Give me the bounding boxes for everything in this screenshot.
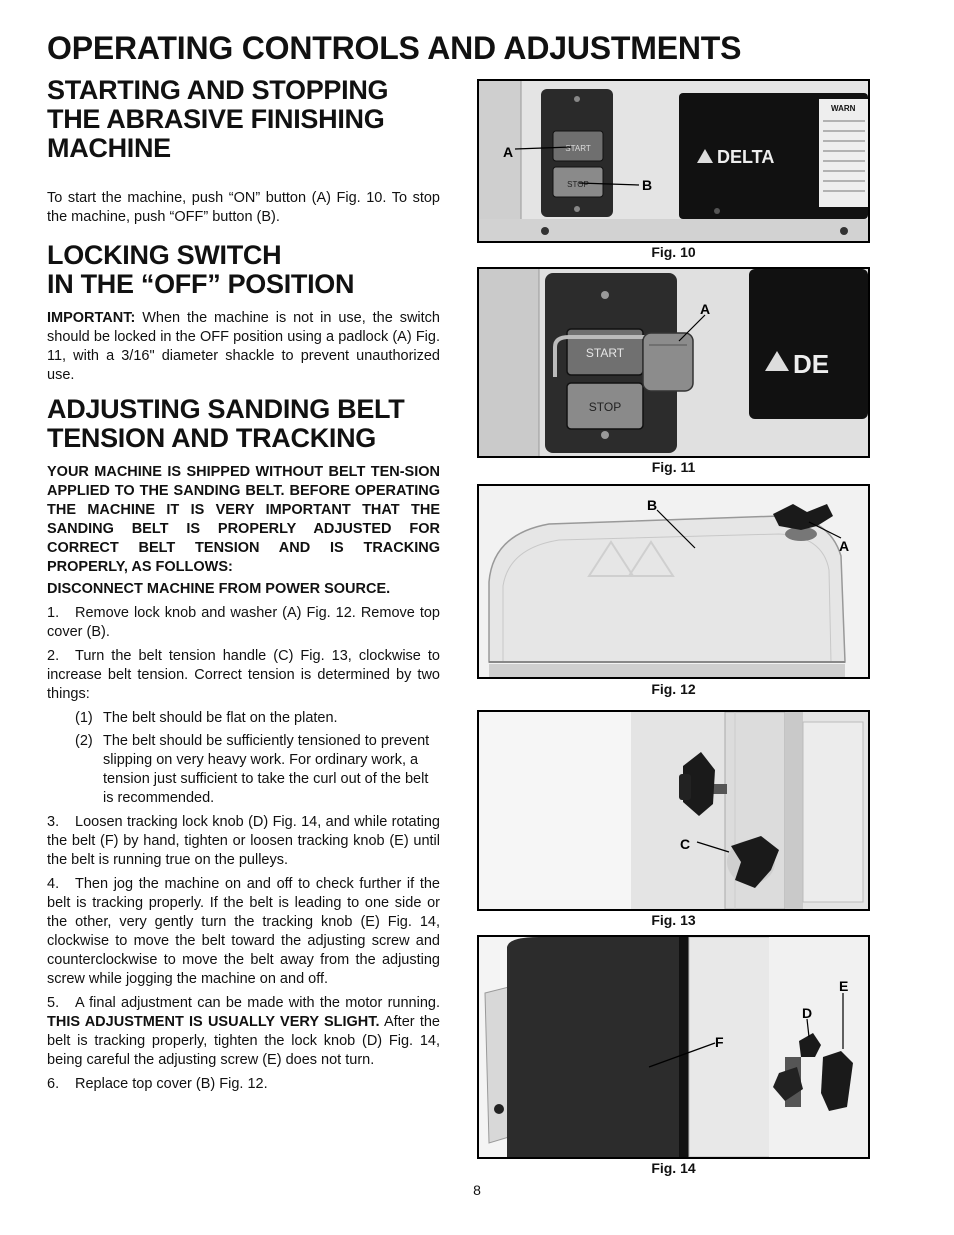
fig10-stop-button-label: STOP — [567, 180, 589, 189]
fig11-brand-text: DE — [793, 349, 830, 379]
heading-line: MACHINE — [47, 133, 171, 163]
fig10-brand-text: DELTA — [717, 147, 775, 167]
step-text: A final adjustment can be made with the motor running. — [75, 995, 440, 1011]
step-bold-text: THIS ADJUSTMENT IS USUALLY VERY SLIGHT. — [47, 1014, 380, 1030]
step-text: Remove lock knob and washer (A) Fig. 12. Remove top cover (B). — [47, 605, 440, 640]
figure-10-caption: Fig. 10 — [651, 244, 696, 260]
figure-14-caption: Fig. 14 — [651, 1160, 696, 1176]
fig11-start-button-label: START — [585, 346, 625, 360]
step-number: 4. — [47, 876, 60, 892]
disconnect-text: DISCONNECT MACHINE FROM POWER SOURCE. — [47, 581, 391, 597]
heading-line: ADJUSTING SANDING BELT — [47, 394, 405, 424]
step-3 — [47, 813, 440, 870]
heading-line: STARTING AND STOPPING — [47, 75, 389, 105]
sub-text: The belt should be flat on the platen. — [103, 710, 338, 726]
fig10-start-button-label: START — [565, 144, 591, 153]
step-1 — [47, 604, 440, 642]
heading-line: TENSION AND TRACKING — [47, 423, 376, 453]
locking-body — [47, 309, 440, 385]
sanding-belt-shape — [507, 937, 687, 1157]
step-number: 5. — [47, 995, 60, 1011]
sub-number: (1) — [75, 710, 93, 726]
fig11-callout-a: A — [700, 301, 711, 317]
fig13-callout-c: C — [680, 836, 691, 852]
step-text: Replace top cover (B) Fig. 12. — [75, 1076, 268, 1092]
section-heading-locking — [47, 241, 440, 299]
fig10-warning-label: WARN — [831, 104, 856, 113]
page-title: OPERATING CONTROLS AND ADJUSTMENTS — [47, 30, 742, 66]
step-text: Turn the belt tension handle (C) Fig. 13, clockwise to increase belt tension. Correct tension is determined by two things: — [47, 648, 440, 702]
step-6 — [47, 1075, 440, 1094]
step-number: 6. — [47, 1076, 60, 1092]
figure-12-photo — [477, 484, 870, 679]
figure-13-photo — [477, 710, 870, 911]
step-text: Loosen tracking lock knob (D) Fig. 14, and while rotating the belt (F) by hand, tighten or loosen tracking knob (E) until the belt is running true on the pulleys. — [47, 814, 440, 868]
padlock-icon — [643, 333, 693, 391]
section-heading-adjusting — [47, 395, 440, 453]
sub-text: The belt should be sufficiently tensioned to prevent slipping on very heavy work. For ordinary work, a tension just sufficient to take the curl out of the belt is recommended. — [103, 733, 430, 806]
sub-item-2 — [47, 732, 440, 808]
locking-text: When the machine is not in use, the switch should be locked in the OFF position using a padlock (A) Fig. 11, with a 3/16" diameter shackle to prevent unauthorized use. — [47, 310, 440, 383]
figure-12-caption: Fig. 12 — [651, 681, 696, 697]
fig14-callout-d: D — [802, 1005, 813, 1021]
starting-body: To start the machine, push “ON” button (A) Fig. 10. To stop the machine, push “OFF” button (B). — [47, 190, 440, 225]
section-heading-starting — [47, 76, 440, 163]
figure-14-photo — [477, 935, 870, 1159]
left-column — [47, 76, 440, 1094]
fig14-callout-e: E — [839, 978, 849, 994]
heading-line: IN THE “OFF” POSITION — [47, 269, 355, 299]
fig14-callout-f: F — [715, 1034, 724, 1050]
warning-text: YOUR MACHINE IS SHIPPED WITHOUT BELT TEN-SION APPLIED TO THE SANDING BELT. BEFORE OPERATING THE MACHINE IT IS VERY IMPORTANT THAT THE SANDING BELT IS PROPERLY ADJUSTED FOR CORRECT BELT TENSION AND IS TRACKING PROPERLY, AS FOLLOWS: — [47, 464, 440, 575]
sub-item-1 — [47, 709, 440, 728]
figure-13-caption: Fig. 13 — [651, 912, 696, 928]
important-label: IMPORTANT: — [47, 310, 136, 326]
step-number: 3. — [47, 814, 60, 830]
step-number: 1. — [47, 605, 60, 621]
fig12-callout-b: B — [647, 497, 658, 513]
figure-10-photo — [477, 79, 870, 243]
step-4 — [47, 875, 440, 989]
heading-line: LOCKING SWITCH — [47, 240, 282, 270]
fig12-callout-a: A — [839, 538, 850, 554]
step-2 — [47, 647, 440, 704]
heading-line: THE ABRASIVE FINISHING — [47, 104, 385, 134]
step-text: After the belt is tracking properly, tighten the lock knob (D) Fig. 14, being careful the adjusting screw (E) does not turn. — [47, 1014, 440, 1068]
fig10-callout-b: B — [642, 177, 653, 193]
figure-11-photo — [477, 267, 870, 458]
sub-number: (2) — [75, 733, 93, 749]
step-5 — [47, 994, 440, 1070]
fig10-callout-a: A — [503, 144, 514, 160]
step-number: 2. — [47, 648, 60, 664]
page-number: 8 — [473, 1182, 481, 1198]
step-text: Then jog the machine on and off to check further if the belt is tracking properly. If the belt is leading to one side or the other, very gently turn the tracking knob (E) Fig. 14, clockwise to move the belt toward the adjusting screw and counterclockwise to move the belt away from the adjusting screw while jogging the machine on and off. — [47, 876, 440, 987]
fig11-stop-button-label: STOP — [588, 400, 622, 414]
figure-11-caption: Fig. 11 — [651, 459, 696, 475]
